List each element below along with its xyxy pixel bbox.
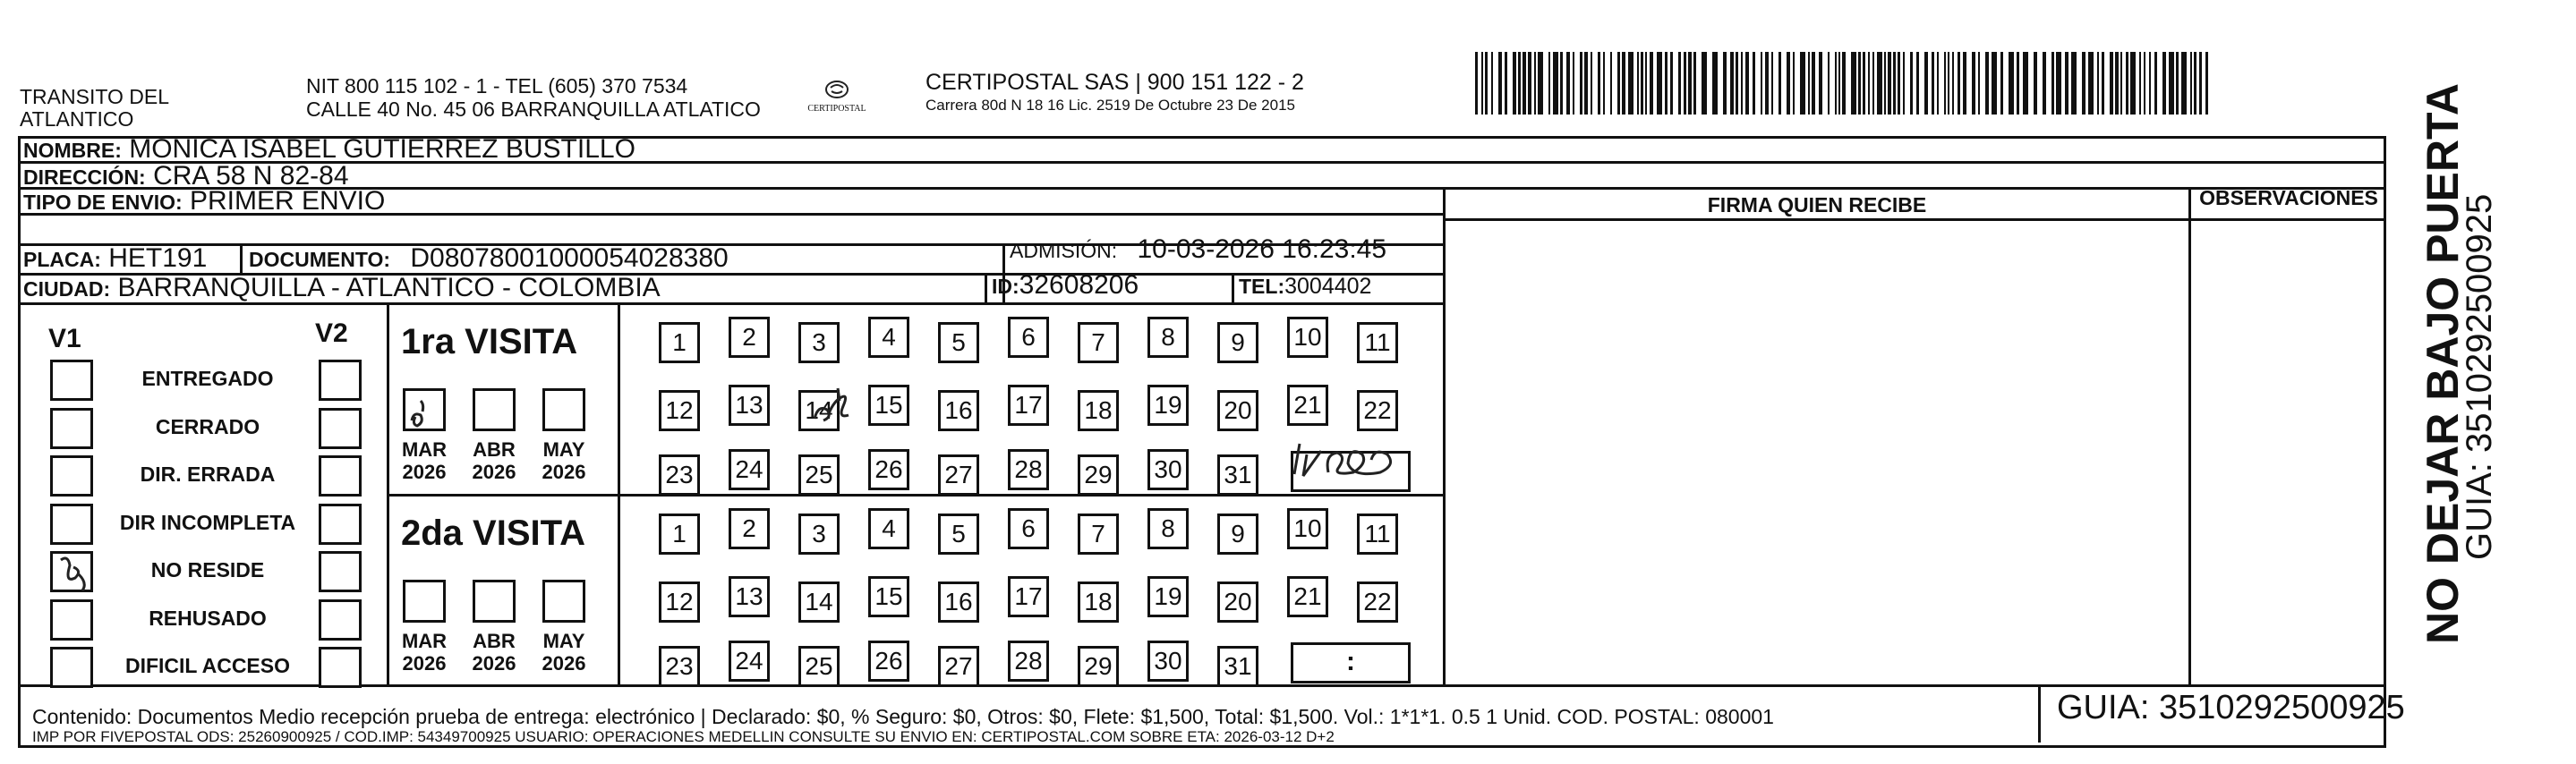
barcode-bar xyxy=(1910,52,1913,115)
month-label xyxy=(467,438,521,483)
shipping-type-row xyxy=(23,186,385,217)
barcode-bar xyxy=(2009,52,2014,115)
status-option-label: NO RESIDE xyxy=(150,558,265,581)
handwritten-mark-mar xyxy=(397,394,442,438)
barcode-bar xyxy=(2190,52,2192,115)
barcode-bar xyxy=(1736,52,1738,115)
v2-checkbox[interactable] xyxy=(319,408,362,449)
month-name: MAR xyxy=(401,438,448,461)
name-label: NOMBRE: xyxy=(23,139,122,162)
hour-box[interactable]: : xyxy=(1291,642,1411,683)
barcode-bar xyxy=(2126,52,2128,115)
day-box[interactable]: 15 xyxy=(868,385,909,426)
day-box[interactable]: 23 xyxy=(659,646,700,687)
print-line: IMP POR FIVEPOSTAL ODS: 25260900925 / COD.IMP: 54349700925 USUARIO: OPERACIONES MEDELLIN CONSULTE SU ENVIO EN: CERTIPOSTAL.COM SOBRE ETA: 2026-03-12 D+2 xyxy=(32,728,1335,745)
day-box[interactable]: 19 xyxy=(1147,576,1189,617)
shipping-type: PRIMER ENVIO xyxy=(189,186,386,216)
barcode-bar xyxy=(2149,52,2151,115)
barcode-bar xyxy=(1534,52,1536,115)
document-number: D08078001000054028380 xyxy=(410,243,729,273)
barcode-bar xyxy=(1787,52,1790,115)
handwritten-check-no-reside xyxy=(52,548,102,598)
barcode-bar xyxy=(1528,52,1531,115)
sender-address: CALLE 40 No. 45 06 BARRANQUILLA ATLATICO xyxy=(306,98,761,121)
day-box[interactable]: 19 xyxy=(1147,385,1189,426)
visit-title: 2da VISITA xyxy=(401,514,585,553)
barcode-bar xyxy=(1584,52,1588,115)
barcode-bar xyxy=(1985,52,1989,115)
barcode-bar xyxy=(2034,52,2037,115)
day-box[interactable]: 21 xyxy=(1287,576,1328,617)
barcode-bar xyxy=(1505,52,1507,115)
barcode-bar xyxy=(1835,52,1837,115)
certipostal-logo xyxy=(806,75,868,120)
recipient-name: MONICA ISABEL GUTIERREZ BUSTILLO xyxy=(129,134,635,164)
admission-date: 10-03-2026 16:23:45 xyxy=(1137,234,1387,264)
barcode-bar xyxy=(2162,52,2166,115)
month-label xyxy=(397,630,451,675)
day-box[interactable]: 2 xyxy=(729,317,770,358)
barcode-bar xyxy=(2115,52,2119,115)
barcode-bar xyxy=(1753,52,1755,115)
v2-checkbox[interactable] xyxy=(319,551,362,592)
barcode-bar xyxy=(2043,52,2046,115)
day-box[interactable]: 30 xyxy=(1147,641,1189,682)
admission-label: ADMISIÓN: xyxy=(1010,239,1118,262)
plate-row xyxy=(23,243,207,275)
month-name: MAR xyxy=(401,630,448,652)
barcode-bar xyxy=(1645,52,1647,115)
courier-license: Carrera 80d N 18 16 Lic. 2519 De Octubre 23 De 2015 xyxy=(925,97,1295,114)
day-box[interactable]: 25 xyxy=(798,646,840,687)
barcode-bar xyxy=(1963,52,1966,115)
status-option-label: DIFICIL ACCESO xyxy=(124,654,290,677)
day-box[interactable]: 9 xyxy=(1217,322,1258,363)
month-year: 2026 xyxy=(542,652,586,675)
month-checkbox[interactable] xyxy=(473,580,516,623)
month-checkbox[interactable] xyxy=(542,580,585,623)
barcode-bar xyxy=(1730,52,1734,115)
barcode-bar xyxy=(1888,52,1891,115)
barcode-bar xyxy=(2181,52,2187,115)
document-label: DOCUMENTO: xyxy=(249,248,391,271)
barcode-bar xyxy=(1650,52,1653,115)
barcode-bar xyxy=(1598,52,1600,115)
visit-title: 1ra VISITA xyxy=(401,322,578,361)
day-box[interactable]: 5 xyxy=(938,514,979,555)
day-box[interactable]: 8 xyxy=(1147,508,1189,549)
barcode-bar xyxy=(1498,52,1502,115)
handwritten-hour-scribble xyxy=(1282,437,1407,487)
document-row xyxy=(249,243,729,275)
day-box[interactable]: 7 xyxy=(1078,322,1119,363)
day-box[interactable]: 31 xyxy=(1217,454,1258,496)
day-box[interactable]: 10 xyxy=(1287,508,1328,549)
barcode-bar xyxy=(1800,52,1805,115)
barcode-bar xyxy=(2144,52,2145,115)
day-box[interactable]: 28 xyxy=(1008,449,1049,490)
barcode-bar xyxy=(1580,52,1582,115)
barcode-bar xyxy=(1932,52,1934,115)
barcode-bar xyxy=(1972,52,1975,115)
sender-name: TRANSITO DEL ATLANTICO xyxy=(20,85,169,131)
day-box[interactable]: 22 xyxy=(1357,390,1398,431)
sender-nit: NIT 800 115 102 - 1 - TEL (605) 370 7534 xyxy=(306,74,688,98)
barcode-bar xyxy=(1610,52,1612,115)
month-name: ABR xyxy=(473,630,516,652)
barcode-bar xyxy=(2194,52,2196,115)
city: BARRANQUILLA - ATLANTICO - COLOMBIA xyxy=(117,273,661,302)
status-option-label: DIR INCOMPLETA xyxy=(119,511,296,534)
month-name: ABR xyxy=(473,438,516,461)
barcode-bar xyxy=(1944,52,1946,115)
barcode-bar xyxy=(1670,52,1673,115)
day-box[interactable]: 4 xyxy=(868,317,909,358)
barcode-bar xyxy=(1678,52,1681,115)
barcode-bar xyxy=(2082,52,2086,115)
no-under-door-warning: NO DEJAR BAJO PUERTA xyxy=(2418,83,2468,644)
observations-header: OBSERVACIONES xyxy=(2199,186,2378,209)
day-box[interactable]: 1 xyxy=(659,514,700,555)
recipient-tel: 3004402 xyxy=(1284,274,1372,299)
content-line: Contenido: Documentos Medio recepción prueba de entrega: electrónico | Declarado: $0, % Seguro: $0, Otros: $0, Flete: $1,500, Total: $1,500. Vol.: 1*1*1. 0.5 1 Unid. COD. POSTAL: 080001 xyxy=(32,705,1774,728)
barcode-bar xyxy=(1523,52,1526,115)
barcode-bar xyxy=(1893,52,1896,115)
v2-label: V2 xyxy=(315,318,348,348)
barcode-bar xyxy=(1513,52,1516,115)
barcode-bar xyxy=(1641,52,1643,115)
status-option-label: CERRADO xyxy=(155,415,260,438)
month-checkbox[interactable] xyxy=(403,580,446,623)
barcode-bar xyxy=(1916,52,1919,115)
tel-row xyxy=(1239,270,1371,301)
day-box[interactable]: 28 xyxy=(1008,641,1049,682)
day-box[interactable]: 1 xyxy=(659,322,700,363)
v1-checkbox[interactable] xyxy=(50,455,93,497)
barcode-bar xyxy=(1485,52,1488,115)
barcode-bar xyxy=(1712,52,1718,115)
v2-checkbox[interactable] xyxy=(319,599,362,641)
barcode-bar xyxy=(1702,52,1707,115)
barcode-bar xyxy=(2097,52,2099,115)
day-box[interactable]: 3 xyxy=(798,322,840,363)
address-label: DIRECCIÓN: xyxy=(23,166,146,189)
month-label xyxy=(397,438,451,483)
barcode-bar xyxy=(1665,52,1668,115)
month-label xyxy=(537,438,591,483)
barcode-bar xyxy=(1765,52,1769,115)
month-year: 2026 xyxy=(472,461,516,483)
v1-checkbox[interactable] xyxy=(50,599,93,641)
barcode-bar xyxy=(1858,52,1861,115)
barcode-bar xyxy=(1992,52,1997,115)
day-box[interactable]: 29 xyxy=(1078,454,1119,496)
day-box[interactable]: 26 xyxy=(868,449,909,490)
day-box[interactable]: 13 xyxy=(729,385,770,426)
barcode-bar xyxy=(1812,52,1815,115)
day-box[interactable]: 23 xyxy=(659,454,700,496)
month-name: MAY xyxy=(542,630,585,652)
barcode-bar xyxy=(2154,52,2157,115)
day-box[interactable]: 31 xyxy=(1217,646,1258,687)
day-box[interactable]: 18 xyxy=(1078,390,1119,431)
barcode-bar xyxy=(1828,52,1830,115)
barcode-bar xyxy=(1868,52,1870,115)
month-year: 2026 xyxy=(472,652,516,675)
barcode-bar xyxy=(1877,52,1882,115)
barcode-bar xyxy=(1761,52,1762,115)
day-box[interactable]: 26 xyxy=(868,641,909,682)
admission-row xyxy=(1010,234,1386,266)
barcode-bar xyxy=(1657,52,1662,115)
barcode-bar xyxy=(1884,52,1886,115)
barcode-bar xyxy=(2205,52,2208,115)
barcode-bar xyxy=(1741,52,1743,115)
barcode-bar xyxy=(1553,52,1558,115)
barcode-bar xyxy=(1838,52,1840,115)
city-label: CIUDAD: xyxy=(23,277,111,301)
barcode-bar xyxy=(1771,52,1773,115)
day-box[interactable]: 14 xyxy=(798,390,840,431)
day-box[interactable]: 27 xyxy=(938,646,979,687)
recipient-address: CRA 58 N 82-84 xyxy=(153,161,349,191)
tel-label: TEL: xyxy=(1239,275,1285,298)
barcode-bar xyxy=(2056,52,2061,115)
barcode-bar xyxy=(2102,52,2104,115)
barcode-bar xyxy=(1481,52,1483,115)
barcode-bar xyxy=(1872,52,1874,115)
month-checkbox[interactable] xyxy=(473,388,516,431)
id-label: ID: xyxy=(992,275,1019,298)
barcode-bar xyxy=(1924,52,1928,115)
month-year: 2026 xyxy=(402,461,447,483)
barcode-bar xyxy=(2176,52,2179,115)
day-box[interactable]: 7 xyxy=(1078,514,1119,555)
barcode-bar xyxy=(1842,52,1846,115)
barcode-bar xyxy=(1548,52,1550,115)
barcode-bar xyxy=(2017,52,2019,115)
side-guide: GUIA: 3510292500925 xyxy=(2460,193,2499,560)
day-box[interactable]: 11 xyxy=(1357,322,1398,363)
v1-checkbox[interactable] xyxy=(50,408,93,449)
barcode-bar xyxy=(1745,52,1749,115)
month-label xyxy=(467,630,521,675)
day-box[interactable]: 11 xyxy=(1357,514,1398,555)
logo-caption: CERTIPOSTAL xyxy=(807,104,866,114)
month-name: MAY xyxy=(542,438,585,461)
barcode-bar xyxy=(1898,52,1900,115)
day-box[interactable]: 21 xyxy=(1287,385,1328,426)
day-box[interactable]: 22 xyxy=(1357,581,1398,623)
day-box[interactable]: 2 xyxy=(729,508,770,549)
barcode-bar xyxy=(1952,52,1954,115)
barcode-bar xyxy=(2139,52,2141,115)
status-option-label: REHUSADO xyxy=(149,607,267,630)
day-box[interactable]: 10 xyxy=(1287,317,1328,358)
v1-label: V1 xyxy=(48,324,81,353)
day-box[interactable]: 27 xyxy=(938,454,979,496)
day-box[interactable]: 15 xyxy=(868,576,909,617)
barcode-bar xyxy=(2071,52,2077,115)
barcode-bar xyxy=(2199,52,2202,115)
month-label xyxy=(537,630,591,675)
day-box[interactable]: 18 xyxy=(1078,581,1119,623)
month-year: 2026 xyxy=(402,652,447,675)
barcode-bar xyxy=(1693,52,1696,115)
barcode-bar xyxy=(1723,52,1727,115)
day-box[interactable]: 24 xyxy=(729,449,770,490)
id-row xyxy=(992,270,1139,301)
month-checkbox[interactable] xyxy=(542,388,585,431)
shipping-type-label: TIPO DE ENVIO: xyxy=(23,191,183,214)
v2-checkbox[interactable] xyxy=(319,360,362,401)
month-year: 2026 xyxy=(542,461,586,483)
barcode-bar xyxy=(1628,52,1633,115)
barcode-bar xyxy=(2065,52,2068,115)
barcode-bar xyxy=(2000,52,2003,115)
v1-checkbox[interactable] xyxy=(50,504,93,545)
barcode-bar xyxy=(2023,52,2028,115)
handwritten-mark-day-14 xyxy=(807,379,861,433)
barcode-bar xyxy=(1622,52,1625,115)
barcode-bar xyxy=(1863,52,1865,115)
barcode-bar xyxy=(1808,52,1810,115)
barcode-bar xyxy=(1518,52,1521,115)
v2-checkbox[interactable] xyxy=(319,647,362,688)
day-box[interactable]: 3 xyxy=(798,514,840,555)
v2-checkbox[interactable] xyxy=(319,504,362,545)
barcode-bar xyxy=(1573,52,1574,115)
barcode-bar xyxy=(1637,52,1639,115)
day-box[interactable]: 29 xyxy=(1078,646,1119,687)
barcode-bar xyxy=(1903,52,1905,115)
day-box[interactable]: 6 xyxy=(1008,317,1049,358)
barcode-bar xyxy=(1475,52,1478,115)
day-box[interactable]: 20 xyxy=(1217,581,1258,623)
barcode-bar xyxy=(1958,52,1960,115)
barcode-bar xyxy=(1778,52,1781,115)
day-box[interactable]: 30 xyxy=(1147,449,1189,490)
day-box[interactable]: 24 xyxy=(729,641,770,682)
day-box[interactable]: 9 xyxy=(1217,514,1258,555)
barcode-bar xyxy=(1937,52,1939,115)
barcode-bar xyxy=(1538,52,1543,115)
barcode-bar xyxy=(2051,52,2054,115)
barcode-bar xyxy=(2088,52,2094,115)
day-box[interactable]: 17 xyxy=(1008,385,1049,426)
plate: HET191 xyxy=(108,243,208,273)
day-box[interactable]: 12 xyxy=(659,581,700,623)
barcode xyxy=(1475,52,2211,115)
barcode-bar xyxy=(1948,52,1949,115)
recipient-id: 32608206 xyxy=(1019,270,1139,300)
barcode-bar xyxy=(1566,52,1570,115)
barcode-bar xyxy=(1617,52,1620,115)
v2-checkbox[interactable] xyxy=(319,455,362,497)
day-box[interactable]: 5 xyxy=(938,322,979,363)
day-box[interactable]: 4 xyxy=(868,508,909,549)
v1-checkbox[interactable] xyxy=(50,647,93,688)
barcode-bar xyxy=(2130,52,2136,115)
barcode-bar xyxy=(1978,52,1980,115)
v1-checkbox[interactable] xyxy=(50,360,93,401)
day-box[interactable]: 16 xyxy=(938,581,979,623)
day-box[interactable]: 20 xyxy=(1217,390,1258,431)
status-option-label: DIR. ERRADA xyxy=(140,463,276,486)
plate-label: PLACA: xyxy=(23,248,101,271)
barcode-bar xyxy=(1851,52,1856,115)
day-box[interactable]: 14 xyxy=(798,581,840,623)
barcode-bar xyxy=(2120,52,2122,115)
barcode-bar xyxy=(1560,52,1563,115)
barcode-bar xyxy=(1684,52,1686,115)
city-row xyxy=(23,273,661,304)
signature-header: FIRMA QUIEN RECIBE xyxy=(1707,193,1927,216)
day-box[interactable]: 13 xyxy=(729,576,770,617)
courier-name: CERTIPOSTAL SAS | 900 151 122 - 2 xyxy=(925,70,1304,95)
barcode-bar xyxy=(1591,52,1592,115)
barcode-bar xyxy=(1491,52,1493,115)
day-box[interactable]: 17 xyxy=(1008,576,1049,617)
day-box[interactable]: 12 xyxy=(659,390,700,431)
day-box[interactable]: 16 xyxy=(938,390,979,431)
barcode-bar xyxy=(2169,52,2174,115)
footer-guide: GUIA: 3510292500925 xyxy=(2057,689,2405,726)
day-box[interactable]: 25 xyxy=(798,454,840,496)
day-box[interactable]: 8 xyxy=(1147,317,1189,358)
form-frame xyxy=(18,136,2386,748)
barcode-bar xyxy=(1688,52,1692,115)
barcode-bar xyxy=(1793,52,1795,115)
day-box[interactable]: 6 xyxy=(1008,508,1049,549)
barcode-bar xyxy=(1603,52,1605,115)
barcode-bar xyxy=(2110,52,2113,115)
barcode-bar xyxy=(1819,52,1822,115)
status-option-label: ENTREGADO xyxy=(141,367,274,390)
